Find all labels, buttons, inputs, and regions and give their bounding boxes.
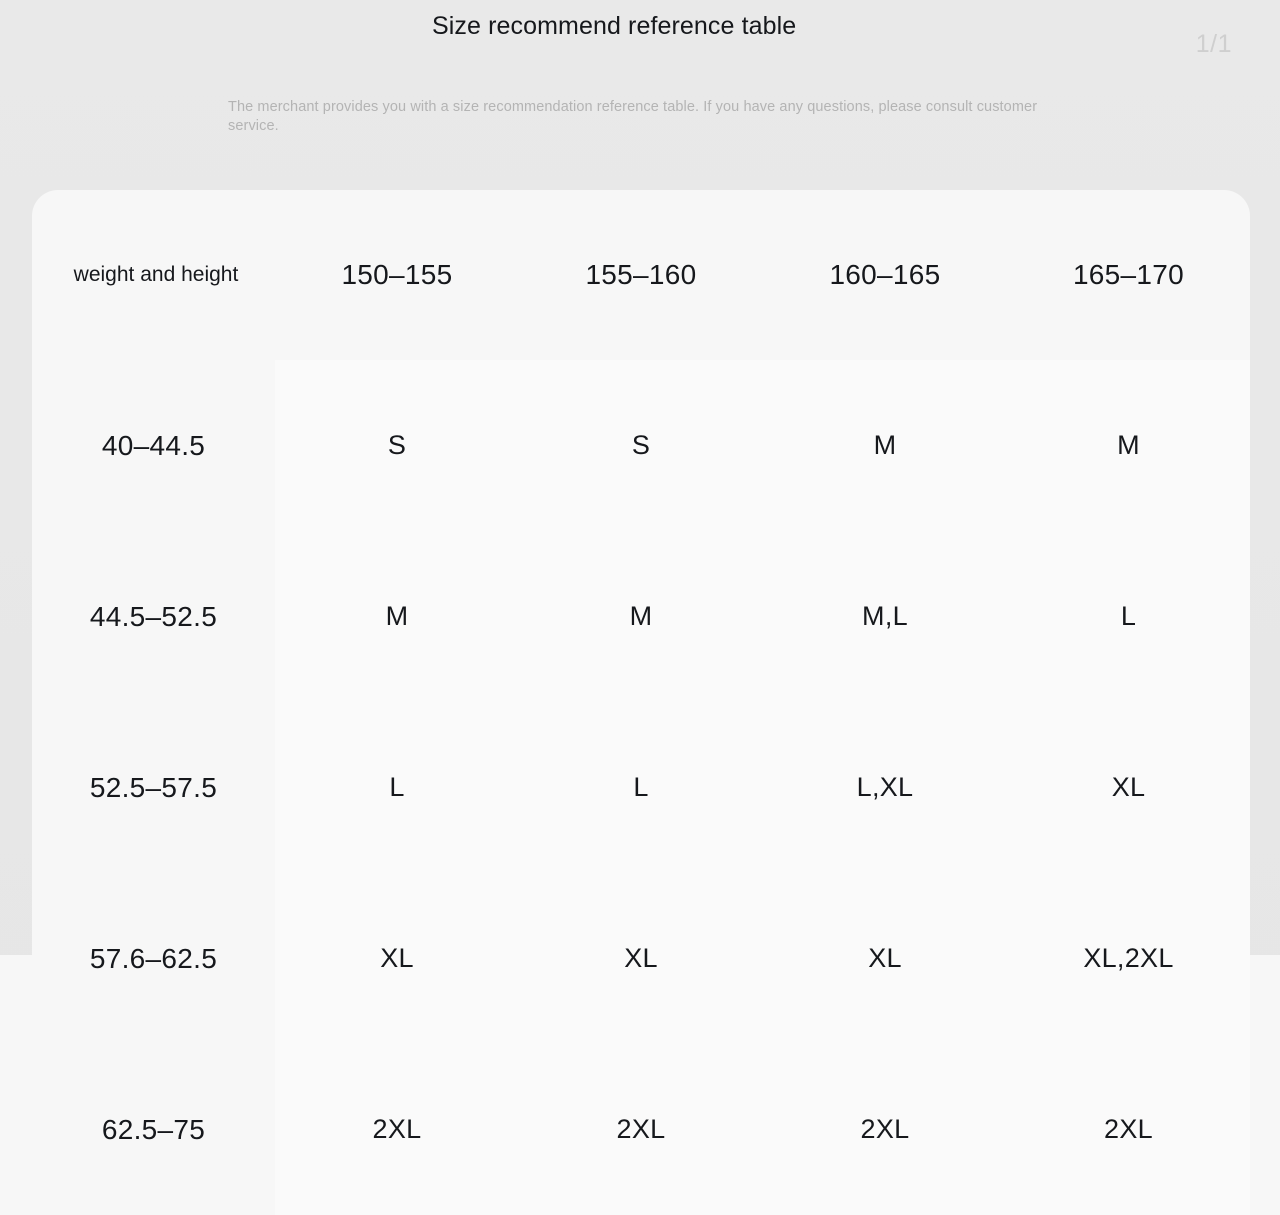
row-header: 40–44.5 [101,429,206,461]
bottom-right-filler [1250,955,1280,1215]
table-cell: 2XL [860,1114,910,1144]
size-recommend-table [32,190,1250,1215]
table-row [32,360,1250,531]
table-head [32,190,1250,360]
table-cell: M [1117,430,1140,460]
table-body [32,360,1250,1215]
page-header [0,0,1280,160]
table-cell: 2XL [1104,1114,1153,1144]
page-subtitle: The merchant provides you with a size recommendation reference table. If you have any questions, please consult customer service. [228,99,1038,134]
size-table-card [32,190,1250,1215]
table-corner-header: weight and height [73,263,239,286]
table-cell: L [389,772,405,802]
table-cell: S [631,430,651,460]
page-counter: 1/1 [1195,30,1232,58]
table-row [32,702,1250,873]
table-header-row [32,190,1250,360]
table-row [32,1044,1250,1215]
table-cell: XL [380,943,414,973]
table-cell: XL [868,943,902,973]
row-header: 57.6–62.5 [89,942,218,974]
table-cell: 2XL [372,1114,422,1144]
column-header-3: 160–165 [829,259,941,290]
table-cell: M [629,601,653,631]
column-header-4: 165–170 [1072,259,1185,290]
table-cell: L,XL [856,772,914,802]
table-row [32,873,1250,1044]
table-cell: S [387,430,407,460]
column-header-2: 155–160 [585,259,697,290]
bottom-left-filler [0,955,32,1215]
table-row [32,531,1250,702]
row-header: 52.5–57.5 [89,771,218,803]
table-cell: M,L [862,601,908,631]
row-header: 62.5–75 [101,1113,206,1145]
table-cell: M [873,430,897,460]
table-cell: XL,2XL [1083,943,1174,973]
table-cell: XL [624,943,658,973]
column-header-1: 150–155 [341,259,453,290]
page-title: Size recommend reference table [432,12,797,40]
table-cell: 2XL [616,1114,666,1144]
table-cell: L [633,772,649,802]
table-cell: M [385,601,409,631]
table-cell: L [1120,601,1137,631]
table-cell: XL [1111,772,1146,802]
row-header: 44.5–52.5 [89,600,218,632]
